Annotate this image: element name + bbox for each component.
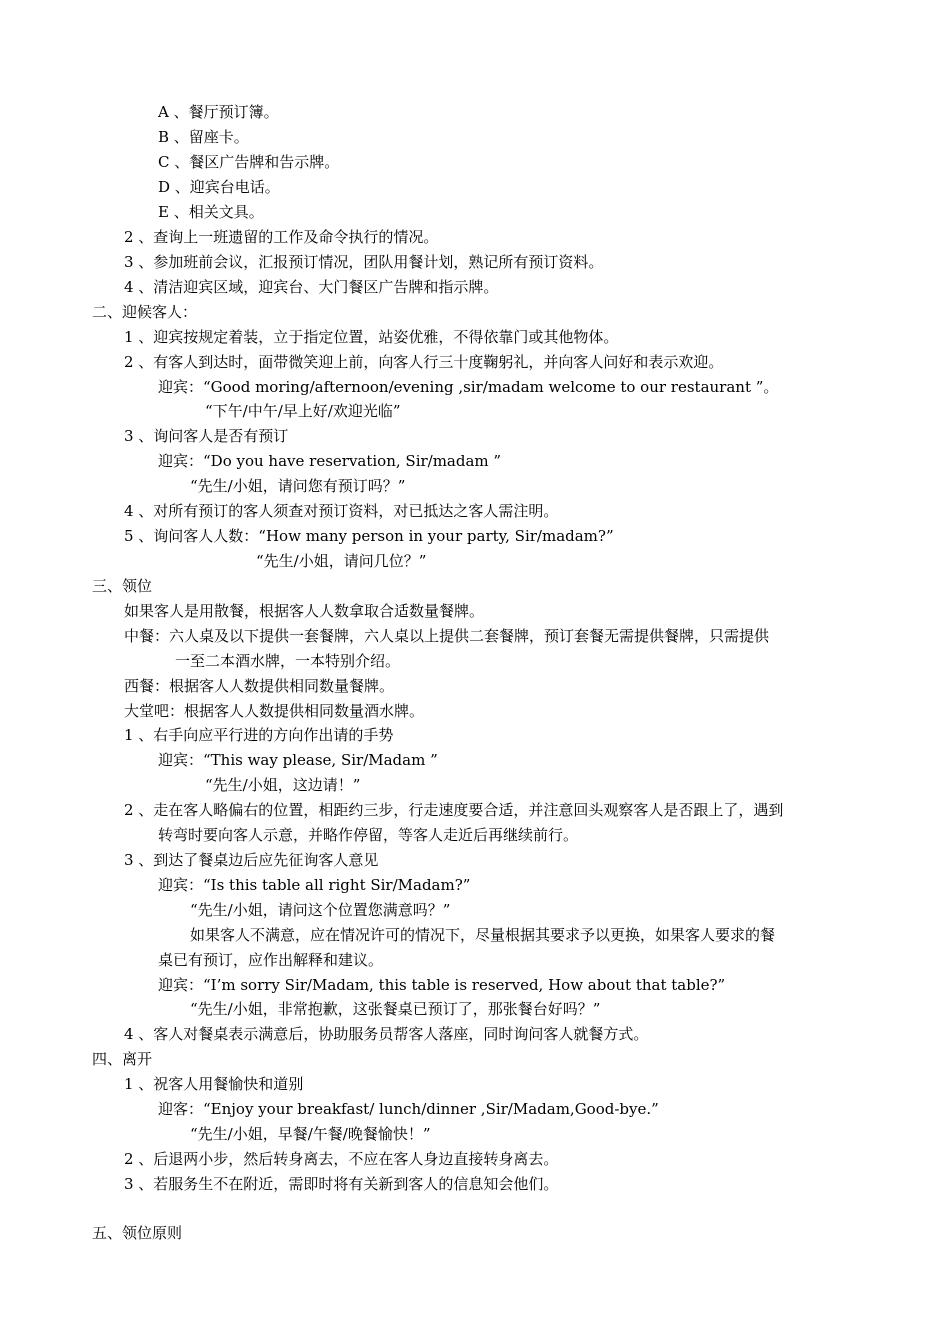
dialogue-line: 迎宾：“This way please, Sir/Madam ” xyxy=(158,751,438,769)
section-heading: 二、迎候客人： xyxy=(92,303,198,321)
dialogue-line: “先生/小姐，非常抱歉，这张餐桌已预订了，那张餐台好吗？” xyxy=(190,1000,601,1018)
text-line: 转弯时要向客人示意，并略作停留，等客人走近后再继续前行。 xyxy=(158,826,579,844)
text-line: A 、餐厅预订簿。 xyxy=(158,103,279,121)
dialogue-line: 迎宾：“Good moring/afternoon/evening ,sir/madam welcome to our restaurant ”。 xyxy=(158,378,779,396)
dialogue-line: 迎宾：“Do you have reservation, Sir/madam ” xyxy=(158,452,502,470)
dialogue-line: “先生/小姐，请问您有预订吗？” xyxy=(190,477,406,495)
section-heading: 四、离开 xyxy=(92,1050,153,1068)
dialogue-line: “先生/小姐，这边请！” xyxy=(205,776,361,794)
text-line: 4 、客人对餐桌表示满意后，协助服务员帮客人落座，同时询问客人就餐方式。 xyxy=(124,1025,649,1043)
text-line: 西餐：根据客人人数提供相同数量餐牌。 xyxy=(124,677,395,695)
text-line: 大堂吧：根据客人人数提供相同数量酒水牌。 xyxy=(124,702,425,720)
text-line: 1 、右手向应平行进的方向作出请的手势 xyxy=(124,726,394,744)
text-line: 5 、询问客人人数：“How many person in your party, Sir/madam?” xyxy=(124,527,614,545)
text-line: 一至二本酒水牌，一本特别介绍。 xyxy=(175,652,401,670)
text-line: 桌已有预订，应作出解释和建议。 xyxy=(158,951,384,969)
text-line: 2 、后退两小步，然后转身离去，不应在客人身边直接转身离去。 xyxy=(124,1150,559,1168)
text-line: 3 、询问客人是否有预订 xyxy=(124,427,289,445)
text-line: 2 、走在客人略偏右的位置，相距约三步，行走速度要合适，并注意回头观察客人是否跟上了，遇到 xyxy=(124,801,784,819)
section-heading: 五、领位原则 xyxy=(92,1224,183,1242)
dialogue-line: 迎宾：“Is this table all right Sir/Madam?” xyxy=(158,876,471,894)
text-line: 3 、若服务生不在附近，需即时将有关新到客人的信息知会他们。 xyxy=(124,1175,559,1193)
text-line: D 、迎宾台电话。 xyxy=(158,178,280,196)
text-line: 1 、祝客人用餐愉快和道别 xyxy=(124,1075,304,1093)
text-line: 1 、迎宾按规定着装，立于指定位置，站姿优雅，不得依靠门或其他物体。 xyxy=(124,328,619,346)
text-line: 3 、参加班前会议，汇报预订情况，团队用餐计划，熟记所有预订资料。 xyxy=(124,253,604,271)
text-line: 3 、到达了餐桌边后应先征询客人意见 xyxy=(124,851,379,869)
text-line: 4 、对所有预订的客人须查对预订资料，对已抵达之客人需注明。 xyxy=(124,502,559,520)
text-line: C 、餐区广告牌和告示牌。 xyxy=(158,153,340,171)
text-line: 2 、查询上一班遗留的工作及命令执行的情况。 xyxy=(124,228,439,246)
dialogue-line: “先生/小姐，请问几位？” xyxy=(256,552,427,570)
text-line: 2 、有客人到达时，面带微笑迎上前，向客人行三十度鞠躬礼，并向客人问好和表示欢迎。 xyxy=(124,353,724,371)
section-heading: 三、领位 xyxy=(92,577,153,595)
text-line: 如果客人不满意，应在情况许可的情况下，尽量根据其要求予以更换，如果客人要求的餐 xyxy=(190,926,776,944)
dialogue-line: “下午/中午/早上好/欢迎光临” xyxy=(205,402,401,420)
dialogue-line: 迎宾：“I’m sorry Sir/Madam, this table is reserved, How about that table?” xyxy=(158,976,726,994)
text-line: B 、留座卡。 xyxy=(158,128,249,146)
dialogue-line: “先生/小姐，请问这个位置您满意吗？” xyxy=(190,901,451,919)
dialogue-line: “先生/小姐，早餐/午餐/晚餐愉快！” xyxy=(190,1125,431,1143)
dialogue-line: 迎客：“Enjoy your breakfast/ lunch/dinner ,Sir/Madam,Good-bye.” xyxy=(158,1100,659,1118)
text-line: E 、相关文具。 xyxy=(158,203,264,221)
text-line: 如果客人是用散餐，根据客人人数拿取合适数量餐牌。 xyxy=(124,602,485,620)
text-line: 中餐：六人桌及以下提供一套餐牌，六人桌以上提供二套餐牌，预订套餐无需提供餐牌，只需提供 xyxy=(124,627,770,645)
text-line: 4 、清洁迎宾区域，迎宾台、大门餐区广告牌和指示牌。 xyxy=(124,278,499,296)
